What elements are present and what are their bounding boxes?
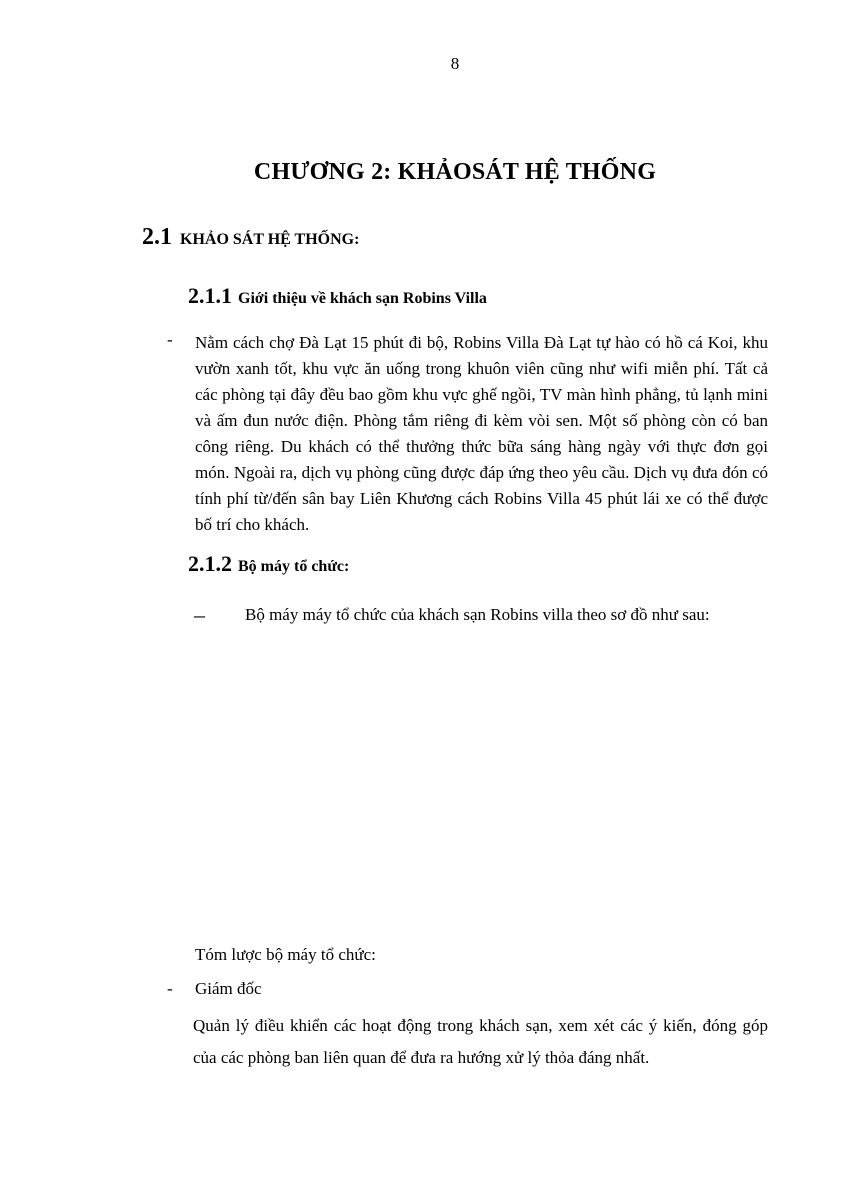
summary-title: Tóm lược bộ máy tổ chức:: [195, 945, 376, 964]
page-number: 8: [450, 54, 460, 73]
subsection-title: Giới thiệu về khách sạn Robins Villa: [238, 290, 487, 307]
bullet-dash: -: [167, 979, 173, 998]
chapter-title: CHƯƠNG 2: KHẢOSÁT HỆ THỐNG: [253, 159, 657, 185]
intro-paragraph: Nằm cách chợ Đà Lạt 15 phút đi bộ, Robins Villa Đà Lạt tự hào có hồ cá Koi, khu vườn xanh tốt, khu vực ăn uống trong khuôn viên cũng như wifi miễn phí. Tất cả các phòng tại đây đều bao gồm khu vực ghế ngồi, TV màn hình phẳng, tủ lạnh mini và ấm đun nước điện. Phòng tắm riêng đi kèm vòi sen. Một số phòng còn có ban công riêng. Du khách có thể thưởng thức bữa sáng hàng ngày với thực đơn gọi món. Ngoài ra, dịch vụ phòng cũng được đáp ứng theo yêu cầu. Dịch vụ đưa đón có tính phí từ/đến sân bay Liên Khương cách Robins Villa 45 phút lái xe có thể được bố trí cho khách.: [195, 333, 768, 534]
section-heading: [142, 224, 359, 251]
role-label-director: Giám đốc: [195, 979, 262, 998]
organization-intro-text: Bộ máy máy tổ chức của khách sạn Robins villa theo sơ đồ như sau:: [245, 605, 710, 624]
section-number: 2.1: [142, 224, 172, 250]
section-title: KHẢO SÁT HỆ THỐNG:: [180, 231, 360, 248]
subsection-number: 2.1.1: [188, 283, 232, 308]
bullet-dash: -: [167, 330, 173, 349]
role-description-director: Quản lý điều khiển các hoạt động trong khách sạn, xem xét các ý kiến, đóng góp của các phòng ban liên quan để đưa ra hướng xử lý thỏa đáng nhất.: [193, 1016, 768, 1067]
subsection-number: 2.1.2: [188, 551, 232, 576]
subsection-heading-organization: [188, 551, 349, 577]
subsection-title: Bộ máy tổ chức:: [238, 558, 350, 575]
subsection-heading-intro: [188, 283, 487, 309]
bullet-dash: –: [194, 602, 205, 627]
